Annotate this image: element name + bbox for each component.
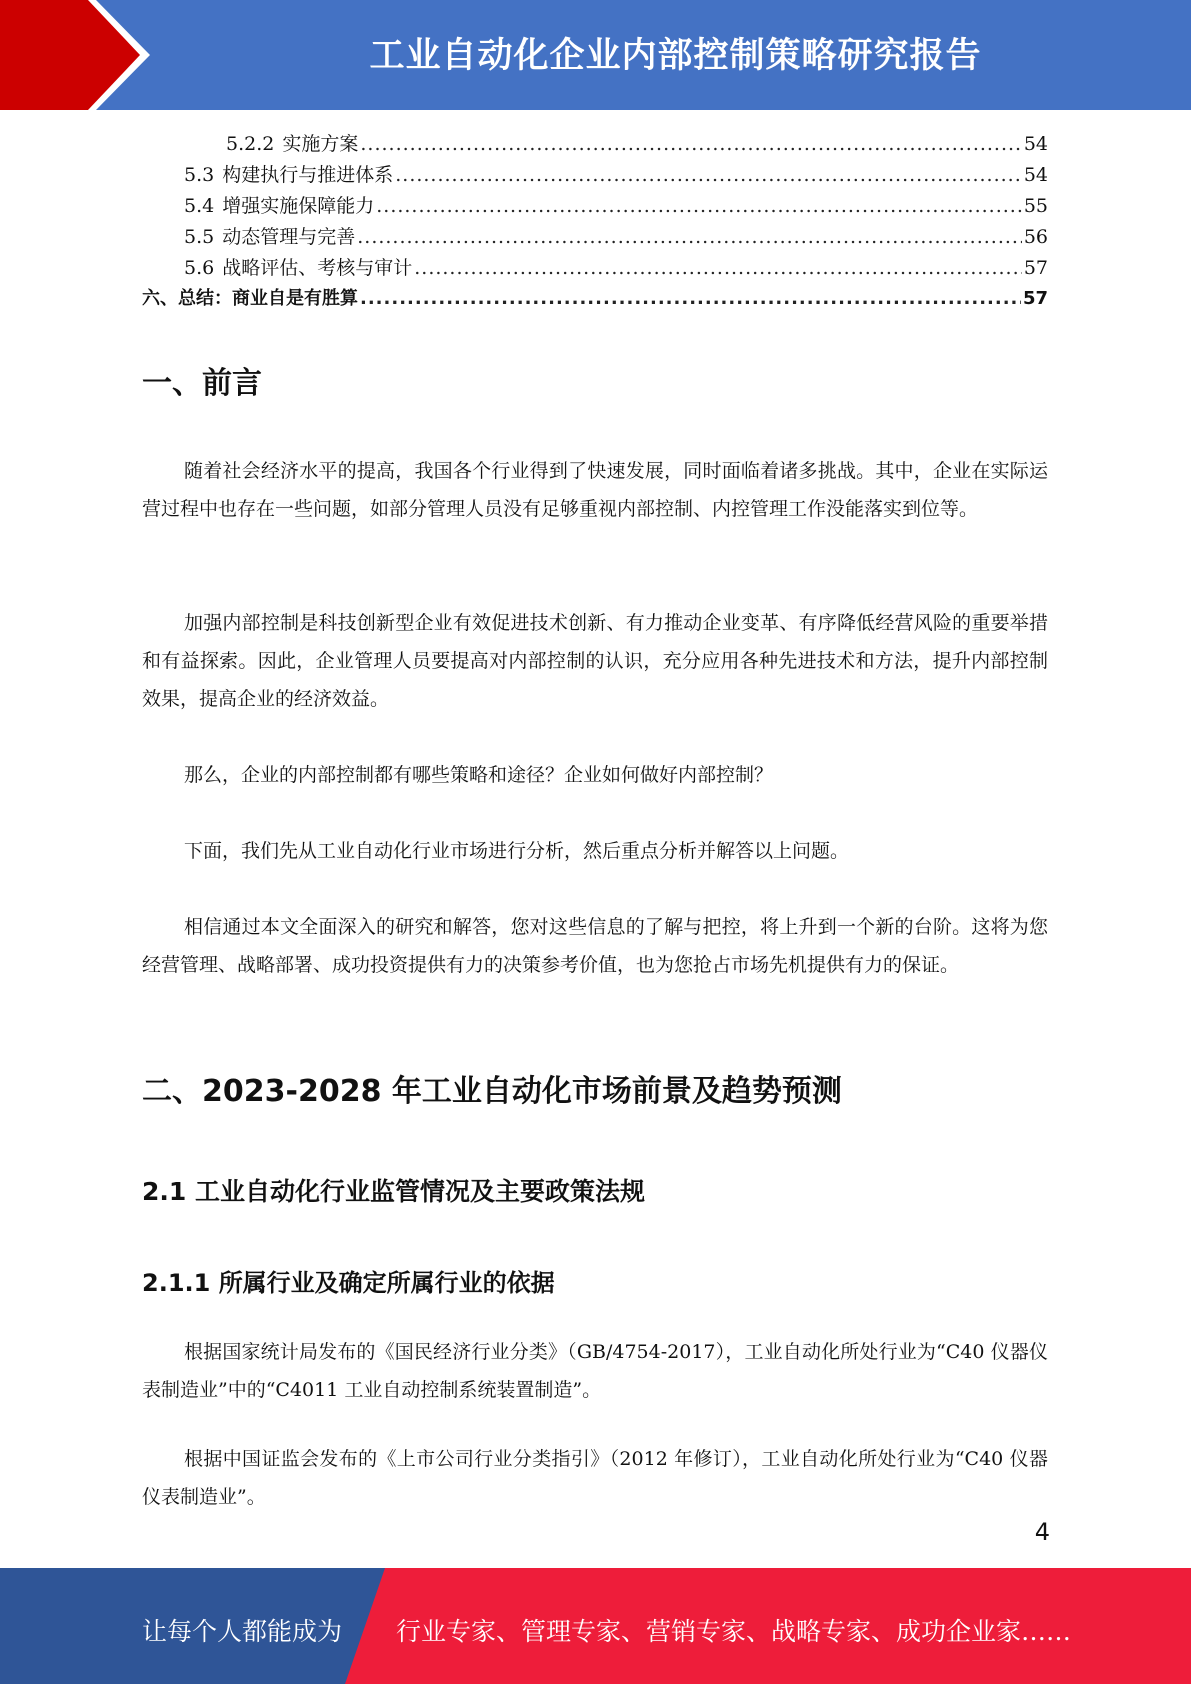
toc-entry-page: 54 xyxy=(1023,164,1048,186)
toc-entry-page: 57 xyxy=(1023,257,1048,279)
toc-entry-number: 5.2.2 xyxy=(226,133,275,155)
body-paragraph: 下面，我们先从工业自动化行业市场进行分析，然后重点分析并解答以上问题。 xyxy=(184,840,850,862)
toc-entry[interactable] xyxy=(142,284,1048,314)
body-paragraph: 根据国家统计局发布的《国民经济行业分类》（GB/4754-2017），工业自动化所处行业为“C40 仪器仪表制造业”中的“C4011 工业自动控制系统装置制造”。 xyxy=(142,1341,1048,1401)
toc-entry-page: 54 xyxy=(1023,133,1048,155)
subsection-heading: 2.1 工业自动化行业监管情况及主要政策法规 xyxy=(142,1177,645,1206)
toc-leader-dots xyxy=(395,164,1022,186)
toc-entry-page: 56 xyxy=(1023,226,1048,248)
section-heading-preface: 一、前言 xyxy=(142,366,262,401)
toc-entry-number: 5.5 xyxy=(184,226,215,248)
toc-entry-title: 增强实施保障能力 xyxy=(222,195,375,217)
section-heading-market: 二、2023-2028 年工业自动化市场前景及趋势预测 xyxy=(142,1074,842,1109)
toc-entry-title: 实施方案 xyxy=(282,133,359,155)
toc-leader-dots xyxy=(360,133,1021,155)
toc-entry-title: 动态管理与完善 xyxy=(222,226,356,248)
toc-entry-title: 战略评估、考核与审计 xyxy=(222,257,413,279)
toc-entry-number: 5.6 xyxy=(184,257,215,279)
page-footer xyxy=(0,1568,1191,1684)
footer-slogan-left: 让每个人都能成为 xyxy=(142,1617,343,1646)
page-number: 4 xyxy=(1034,1518,1050,1546)
page-header xyxy=(0,0,1191,110)
toc-entry-page: 55 xyxy=(1023,195,1048,217)
subsubsection-heading: 2.1.1 所属行业及确定所属行业的依据 xyxy=(142,1269,555,1297)
body-paragraph: 随着社会经济水平的提高，我国各个行业得到了快速发展，同时面临着诸多挑战。其中，企业在实际运营过程中也存在一些问题，如部分管理人员没有足够重视内部控制、内控管理工作没能落实到位等。 xyxy=(142,460,1048,520)
toc-entry-title: 六、总结：商业自是有胜算 xyxy=(142,288,358,309)
toc-entry[interactable] xyxy=(142,191,1048,221)
toc-leader-dots xyxy=(357,226,1022,248)
toc-entry[interactable] xyxy=(142,253,1048,283)
toc-entry-number: 5.3 xyxy=(184,164,215,186)
body-paragraph: 相信通过本文全面深入的研究和解答，您对这些信息的了解与把控，将上升到一个新的台阶。这将为您经营管理、战略部署、成功投资提供有力的决策参考价值，也为您抢占市场先机提供有力的保证。 xyxy=(142,916,1048,976)
toc-leader-dots xyxy=(376,195,1022,217)
toc-entry[interactable] xyxy=(142,160,1048,190)
toc-leader-dots xyxy=(360,288,1021,309)
body-paragraph: 加强内部控制是科技创新型企业有效促进技术创新、有力推动企业变革、有序降低经营风险的重要举措和有益探索。因此，企业管理人员要提高对内部控制的认识，充分应用各种先进技术和方法，提升内部控制效果，提高企业的经济效益。 xyxy=(142,612,1048,710)
body-paragraph: 那么，企业的内部控制都有哪些策略和途径？企业如何做好内部控制？ xyxy=(184,764,774,786)
toc-entry[interactable] xyxy=(142,222,1048,252)
toc-entry-number: 5.4 xyxy=(184,195,215,217)
document-title: 工业自动化企业内部控制策略研究报告 xyxy=(369,36,982,76)
toc-leader-dots xyxy=(414,257,1022,279)
toc-entry-title: 构建执行与推进体系 xyxy=(222,164,394,186)
body-paragraph: 根据中国证监会发布的《上市公司行业分类指引》（2012 年修订），工业自动化所处行业为“C40 仪器仪表制造业”。 xyxy=(142,1448,1048,1508)
toc-entry[interactable] xyxy=(142,129,1048,159)
toc-entry-page: 57 xyxy=(1022,288,1048,309)
footer-slogan-right: 行业专家、管理专家、营销专家、战略专家、成功企业家…… xyxy=(396,1617,1072,1646)
